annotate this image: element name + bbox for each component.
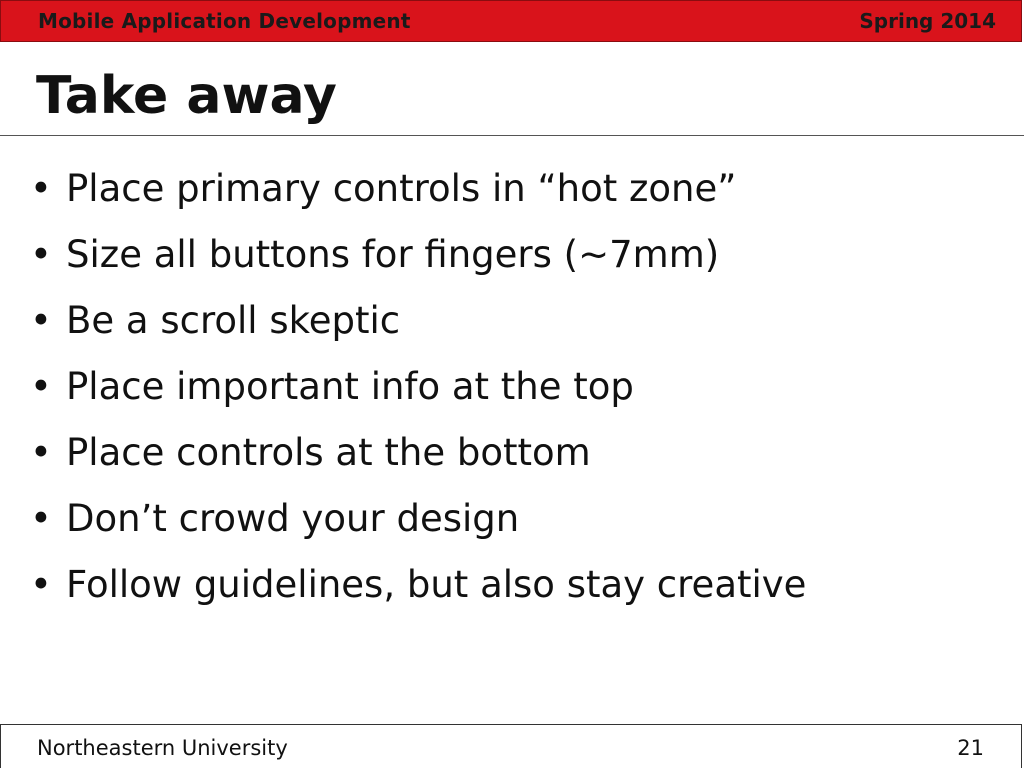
semester-label: Spring 2014 (859, 9, 996, 33)
bullet-icon: • (30, 497, 52, 540)
title-divider (0, 135, 1024, 136)
bullet-icon: • (30, 233, 52, 276)
bullet-icon: • (30, 167, 52, 210)
bullet-icon: • (30, 563, 52, 606)
bullet-text: Size all buttons for fingers (~7mm) (66, 233, 720, 276)
bullet-text: Place controls at the bottom (66, 431, 591, 474)
bullet-icon: • (30, 365, 52, 408)
bullet-text: Don’t crowd your design (66, 497, 520, 540)
bullet-item (30, 288, 990, 354)
page-number: 21 (957, 736, 984, 760)
bullet-text: Be a scroll skeptic (66, 299, 401, 342)
bullet-text: Place important info at the top (66, 365, 634, 408)
bullet-item (30, 354, 990, 420)
bullet-item (30, 222, 990, 288)
bullet-item (30, 156, 990, 222)
slide-title: Take away (36, 66, 337, 126)
bullet-icon: • (30, 431, 52, 474)
bullet-item (30, 486, 990, 552)
bullet-item (30, 552, 990, 618)
header-bar (0, 0, 1022, 42)
bullet-icon: • (30, 299, 52, 342)
bullet-text: Place primary controls in “hot zone” (66, 167, 737, 210)
course-name: Mobile Application Development (38, 9, 411, 33)
bullet-text: Follow guidelines, but also stay creative (66, 563, 807, 606)
footer-organization: Northeastern University (37, 736, 288, 760)
bullet-list (30, 156, 990, 618)
bullet-item (30, 420, 990, 486)
